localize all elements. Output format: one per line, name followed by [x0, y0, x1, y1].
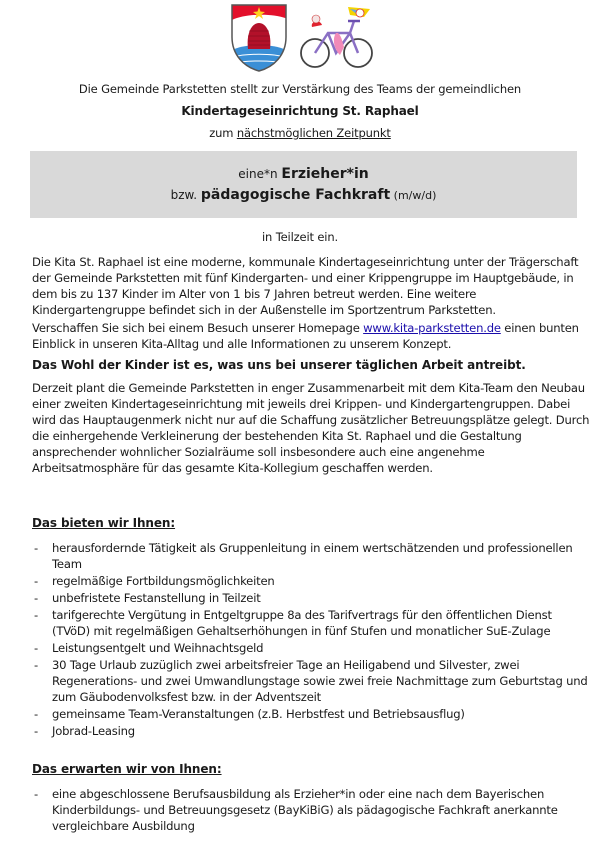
list-item-text: 30 Tage Urlaub zuzüglich zwei arbeitsfreier Tage an Heiligabend und Silvester, zwei Regenerations- und zwei Umwandlungstage sowie zwei freie Nachmittage zum Geburtstag und zum Gäubodenvolksfest bzw. in der Adventszeit	[52, 658, 588, 704]
list-item	[32, 723, 592, 739]
list-item-text: gemeinsame Team-Veranstaltungen (z.B. Herbstfest und Betriebsausflug)	[52, 707, 465, 721]
list-item	[32, 640, 592, 656]
job-title-line1	[30, 166, 577, 182]
plans-paragraph: Derzeit plant die Gemeinde Parkstetten in enger Zusammenarbeit mit dem Kita-Team den Neubau einer zweiten Kindertageseinrichtung mit jeweils drei Krippen- und Kindergartengruppen. Dabei wird das Hauptaugenmerk nicht nur auf die Schaffung zusätzlicher Betreuungsplätze gelegt. Durch die einhergehende Verkleinerung der bestehenden Kita St. Raphael und die Gestaltung ansprechender wohnlicher Sozialräume soll insbesondere auch eine angenehme Arbeitsatmosphäre für das gesamte Kita-Kollegium geschaffen werden.	[32, 381, 590, 475]
intro-text: Die Gemeinde Parkstetten stellt zur Verstärkung des Teams der gemeindlichen	[78, 82, 522, 96]
list-item-text: Leistungsentgelt und Weihnachtsgeld	[52, 641, 264, 655]
homepage-text-after: einen bunten Einblick in unseren Kita-Alltag und alle Informationen zu unserem Konzept.	[32, 321, 579, 351]
header-logos	[0, 3, 600, 73]
list-item-text: regelmäßige Fortbildungsmöglichkeiten	[52, 574, 275, 588]
job-alt-prefix: bzw.	[170, 188, 201, 202]
facility-name: Kindertageseinrichtung St. Raphael	[181, 104, 419, 118]
list-item	[32, 590, 592, 606]
dash-bullet-icon: -	[34, 591, 38, 605]
motto-text: Das Wohl der Kinder ist es, was uns bei unserer täglichen Arbeit antreibt.	[32, 358, 526, 372]
list-item-text: herausfordernde Tätigkeit als Gruppenleitung in einem wertschätzenden und professionellen Team	[52, 541, 573, 571]
bicycle-drawing-icon	[298, 3, 378, 73]
homepage-link[interactable]: www.kita-parkstetten.de	[363, 321, 501, 335]
list-item-text: eine abgeschlossene Berufsausbildung als Erzieher*in oder eine nach dem Bayerischen Kinderbildungs- und Betreuungsgesetz (BayKiBiG) als pädagogische Fachkraft anerkannte vergleichbare Ausbildung	[52, 787, 558, 833]
timing-prefix: zum	[209, 126, 237, 140]
list-item	[32, 706, 592, 722]
list-item	[32, 607, 592, 639]
employment-type: in Teilzeit ein.	[262, 230, 338, 244]
dash-bullet-icon: -	[34, 724, 38, 738]
coat-of-arms-icon	[230, 3, 288, 73]
job-title-prefix: eine*n	[238, 167, 282, 181]
job-title: Erzieher*in	[281, 166, 369, 182]
homepage-paragraph	[32, 320, 592, 352]
about-paragraph: Die Kita St. Raphael ist eine moderne, kommunale Kindertageseinrichtung unter der Trägerschaft der Gemeinde Parkstetten mit fünf Kindergarten- und einer Krippengruppe im Hauptgebäude, in dem bis zu 137 Kinder im Alter von 1 bis 7 Jahren betreut werden. Eine weitere Kindergartengruppe befindet sich in der Außenstelle im Sportzentrum Parkstetten.	[32, 255, 579, 317]
dash-bullet-icon: -	[34, 787, 38, 801]
expect-heading: Das erwarten wir von Ihnen:	[32, 762, 222, 776]
job-title-box	[30, 151, 577, 218]
dash-bullet-icon: -	[34, 608, 38, 622]
offer-list	[32, 540, 592, 740]
dash-bullet-icon: -	[34, 641, 38, 655]
list-item-text: Jobrad-Leasing	[52, 724, 135, 738]
list-item	[32, 786, 592, 834]
list-item-text: tarifgerechte Vergütung in Entgeltgruppe 8a des Tarifvertrags für den öffentlichen Dienst (TVöD) mit regelmäßigen Gehaltserhöhungen in fünf Stufen und monatlicher SuE-Zulage	[52, 608, 552, 638]
list-item	[32, 657, 592, 705]
job-alt-title: pädagogische Fachkraft	[200, 187, 391, 203]
list-item-text: unbefristete Festanstellung in Teilzeit	[52, 591, 261, 605]
expect-list	[32, 786, 592, 835]
gender-note: (m/w/d)	[390, 189, 437, 202]
offer-heading: Das bieten wir Ihnen:	[32, 516, 176, 530]
dash-bullet-icon: -	[34, 707, 38, 721]
list-item	[32, 540, 592, 572]
list-item	[32, 573, 592, 589]
homepage-text-before: Verschaffen Sie sich bei einem Besuch unserer Homepage	[32, 321, 364, 335]
timing-underlined: nächstmöglichen Zeitpunkt	[236, 126, 391, 140]
job-title-line2	[30, 187, 577, 203]
dash-bullet-icon: -	[34, 541, 38, 555]
start-date-text	[0, 126, 600, 140]
dash-bullet-icon: -	[34, 574, 38, 588]
dash-bullet-icon: -	[34, 658, 38, 672]
